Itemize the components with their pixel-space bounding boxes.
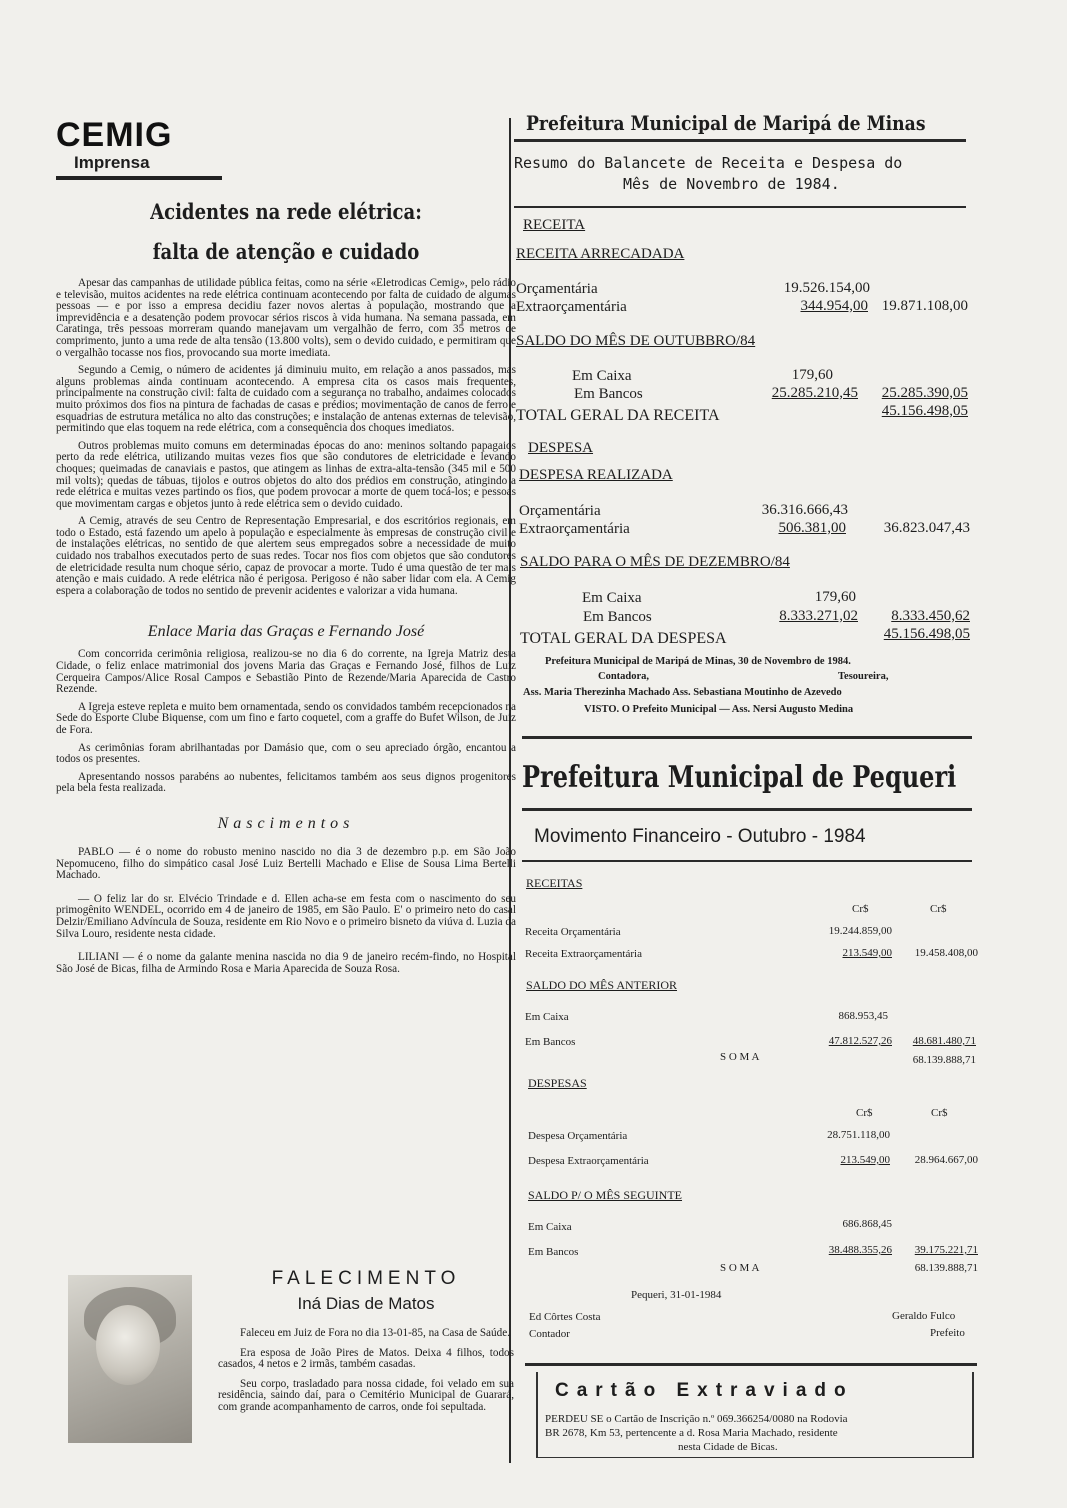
desp-extra-total: 28.964.667,00: [914, 1154, 978, 1166]
bancos-total: 48.681.480,71: [912, 1035, 976, 1047]
receita-arrecadada-label: RECEITA ARRECADADA: [516, 246, 685, 262]
enlace-paragraph: A Igreja esteve repleta e muito bem ornamentada, sendo os convidados também recepcionados na Sede do Esporte Clube Biquense, com um fino e farto coquetel, com a graffe do Bufet Wilson, de Juiz de Fora.: [56, 700, 516, 736]
cemig-paragraph: A Cemig, através de seu Centro de Representação Empresarial, e dos escritórios regionais, em todo o Estado, está fazendo um apelo à população e especialmente às empresas de construção civil e de instalações elétricas, no sentido de que alertem seus empregados sobre a necessidade de muito cuidado nos trabalhos executados perto de suas redes. Tocar nos fios com objetos que são condutores de eletricidade resulta num choque sério, capaz de provocar a morte. Tudo é uma questão de ter mais atenção e mais cuidado. A rede elétrica não é perigosa. Perigoso é não saber lidar com ela. A Cemig espera a colaboração de todos no sentido de prevenir acidentes e valorizar a vida humana.: [56, 515, 516, 597]
photo-face: [96, 1305, 160, 1385]
total-receita-label: TOTAL GERAL DA RECEITA: [516, 407, 720, 424]
falecimento-paragraph: Era esposa de João Pires de Matos. Deixa 4 filhos, todos casados, 4 netos e 2 irmãs, também casadas.: [218, 1346, 514, 1371]
maripa-subtitle-2: Mês de Novembro de 1984.: [623, 175, 840, 193]
d-extra-label: Extraorçamentária: [519, 521, 630, 537]
orcamentaria-label: Orçamentária: [516, 281, 598, 297]
contador-name: Ed Côrtes Costa: [529, 1311, 601, 1323]
desp-orc-label: Despesa Orçamentária: [528, 1130, 628, 1142]
receitas-label: RECEITAS: [526, 876, 583, 890]
desp-extra-label: Despesa Extraorçamentária: [528, 1155, 649, 1167]
desp-orc-value: 28.751.118,00: [827, 1129, 890, 1141]
falecimento-paragraph: Faleceu em Juiz de Fora no dia 13-01-85, na Casa de Saúde.: [240, 1327, 510, 1339]
maripa-footer-1: Prefeitura Municipal de Maripá de Minas, 30 de Novembro de 1984.: [545, 656, 851, 667]
prefeito-name: Geraldo Fulco: [892, 1310, 956, 1322]
cartao-text: nesta Cidade de Bicas.: [678, 1441, 778, 1453]
soma-value: 68.139.888,71: [912, 1054, 976, 1066]
nascimento-paragraph: LILIANI — é o nome da galante menina nascida no dia 9 de janeiro recém-findo, no Hospital São José de Bicas, filha de Armindo Rosa e Maria Aparecida de Souza Rosa.: [56, 951, 516, 975]
cemig-paragraph: Segundo a Cemig, o número de acidentes já diminuiu muito, em relação a anos passados, mas alguns problemas ainda continuam acontecendo. A empresa cita os casos mais frequentes, principalmente na construção civil: falta de cuidado com a segurança no trabalho, andaimes colocados muito próximos dos fios na pintura de fachadas de casas e prédios; movimentação de canos de ferro e esquadrias de estrutura metálica no alto das construções; e instalação de antenas externas de televisão, permitindo que elas toquem na rede elétrica, com a consequência dos choques imediatos.: [56, 364, 516, 435]
enlace-paragraph: Com concorrida cerimônia religiosa, realizou-se no dia 6 do corrente, na Igreja Matriz desta Cidade, o feliz enlace matrimonial dos jovens Maria das Graças e Fernando José, filhos de Luiz Cerqueira Campos/Alice Rosal Campos e Sebastião Pinto de Rezende/Maria Aparecida de Castro Rezende.: [56, 648, 516, 696]
d-orcamentaria-value: 36.316.666,43: [761, 502, 848, 518]
pequeri-header-rule: [522, 808, 972, 811]
rec-orc-label: Receita Orçamentária: [525, 926, 621, 938]
maripa-footer-signatures: Ass. Maria Therezinha Machado Ass. Sebastiana Moutinho de Azevedo: [523, 687, 842, 698]
prefeito-role: Prefeito: [930, 1327, 965, 1339]
em-caixa-label: Em Caixa: [572, 368, 632, 384]
enlace-title: Enlace Maria das Graças e Fernando José: [147, 623, 425, 641]
headline-line-1: Acidentes na rede elétrica:: [150, 199, 422, 224]
em-caixa-value: 179,60: [791, 367, 833, 383]
nascimento-paragraph: PABLO — é o nome do robusto menino nascido no dia 3 de dezembro p.p. em São João Nepomuceno, filho do simpático casal José Luiz Bertelli Machado e Elise de Sousa Lima Bertelli Machado.: [56, 845, 516, 882]
cemig-article: [56, 278, 516, 597]
cemig-logo-sub: Imprensa: [74, 153, 150, 172]
extra-label: Extraorçamentária: [516, 299, 627, 315]
soma2-value: 68.139.888,71: [914, 1262, 978, 1274]
maripa-footer-tesoureira: Tesoureira,: [838, 671, 889, 682]
saldo-seguinte-label: SALDO P/ O MÊS SEGUINTE: [528, 1188, 683, 1202]
extra-value: 344.954,00: [800, 298, 868, 314]
saldo-dezembro-label: SALDO PARA O MÊS DE DEZEMBRO/84: [520, 554, 790, 570]
em-bancos-value: 25.285.210,45: [771, 385, 858, 401]
d-em-bancos-total: 8.333.450,62: [891, 608, 970, 624]
nascimento-paragraph: — O feliz lar do sr. Elvécio Trindade e d. Ellen acha-se em festa com o nascimento do seu primogênito WENDEL, ocorrido em 4 de janeiro de 1985, em São Paulo. E' o primeiro neto do casal Delzir/Emiliano Advíncula de Souza, residente em Rio Novo e o primeiro bisneto da viúva d. Luzia da Silva Louro, residente nesta cidade.: [56, 892, 516, 940]
total-despesa-label: TOTAL GERAL DA DESPESA: [520, 630, 727, 647]
falecimento-name: Iná Dias de Matos: [297, 1294, 435, 1313]
total-receita-value: 45.156.498,05: [881, 403, 968, 419]
saldo-outubro-label: SALDO DO MÊS DE OUTUBBRO/84: [516, 333, 756, 349]
left-column: [56, 118, 516, 975]
falecimento-paragraph: Seu corpo, trasladado para nossa cidade, foi velado em sua residência, saindo daí, para o Cemitério Municipal de Guarará, com grande acompanhamento de carros, onde foi sepultada.: [218, 1377, 514, 1413]
cartao-title: Cartão Extraviado: [555, 1380, 854, 1401]
caixa-value: 868.953,45: [838, 1010, 888, 1022]
rec-extra-total: 19.458.408,00: [914, 947, 978, 959]
despesa-label: DESPESA: [528, 440, 594, 456]
maripa-footer-visto: VISTO. O Prefeito Municipal — Ass. Nersi Augusto Medina: [584, 704, 854, 715]
d-em-caixa-label: Em Caixa: [582, 590, 642, 606]
currency-label: Cr$: [856, 1107, 873, 1119]
caixa2-label: Em Caixa: [528, 1221, 572, 1233]
currency-label: Cr$: [931, 1107, 948, 1119]
d-em-bancos-value: 8.333.271,02: [779, 608, 858, 624]
bancos2-label: Em Bancos: [528, 1246, 579, 1258]
rec-extra-label: Receita Extraorçamentária: [525, 948, 642, 960]
caixa-label: Em Caixa: [525, 1011, 569, 1023]
pequeri-movimento: Movimento Financeiro - Outubro - 1984: [534, 826, 866, 847]
d-em-caixa-value: 179,60: [814, 589, 856, 605]
maripa-footer-contadora: Contadora,: [598, 671, 650, 682]
headline-line-2: falta de atenção e cuidado: [152, 239, 420, 264]
currency-label: Cr$: [852, 903, 869, 915]
pequeri-date: Pequeri, 31-01-1984: [631, 1289, 722, 1301]
rec-extra-value: 213.549,00: [842, 947, 892, 959]
d-extra-value: 506.381,00: [778, 520, 846, 536]
bancos2-total: 39.175.221,71: [914, 1244, 978, 1256]
saldo-anterior-label: SALDO DO MÊS ANTERIOR: [526, 978, 678, 992]
cemig-logo: CEMIG: [56, 116, 173, 154]
maripa-header: Prefeitura Municipal de Maripá de Minas: [526, 111, 926, 135]
section-rule: [525, 1363, 977, 1366]
despesa-realizada-label: DESPESA REALIZADA: [519, 467, 673, 483]
enlace-paragraph: As cerimônias foram abrilhantadas por Damásio que, com o seu apreciado órgão, encantou a todos os presentes.: [56, 741, 516, 766]
maripa-header-rule: [514, 139, 966, 142]
pequeri-header: Prefeitura Municipal de Pequeri: [522, 760, 957, 795]
cartao-text: BR 2678, Km 53, pertencente a d. Rosa Maria Machado, residente: [545, 1427, 838, 1439]
receita-label: RECEITA: [523, 217, 586, 233]
cartao-text: PERDEU SE o Cartão de Inscrição n.º 069.366254/0080 na Rodovia: [545, 1413, 848, 1425]
cemig-paragraph: Apesar das campanhas de utilidade pública feitas, como na série «Eletrodicas Cemig», pelo rádio e televisão, muitos acidentes na rede elétrica continuam acontecendo por falta de cuidado de algumas pessoas — e por isso a empresa decidiu fazer novos alertas à população, mostrando que a imprevidência e a desatenção podem provocar sérios riscos à vida humana. Na semana passada, em Caratinga, três pessoas morreram quando manejavam um vergalhão de ferro, com 35 metros de comprimento, junto a uma rede de alta tensão (13.800 volts), sem o devido cuidado, e permitiram que o vergalhão tocasse nos fios, provocando sua morte imediata.: [56, 277, 516, 359]
extra-total: 19.871.108,00: [881, 298, 968, 314]
falecimento-title: FALECIMENTO: [271, 1268, 461, 1289]
em-bancos-label: Em Bancos: [574, 386, 643, 402]
contador-role: Contador: [529, 1328, 570, 1340]
soma-label: S O M A: [720, 1051, 760, 1063]
bancos-value: 47.812.527,26: [828, 1035, 892, 1047]
section-rule: [522, 736, 972, 739]
bancos-label: Em Bancos: [525, 1036, 576, 1048]
bancos2-value: 38.488.355,26: [828, 1244, 892, 1256]
orcamentaria-value: 19.526.154,00: [783, 280, 870, 296]
deceased-photo: [68, 1275, 192, 1443]
rule: [522, 860, 972, 862]
caixa2-value: 686.868,45: [842, 1218, 892, 1230]
falecimento-block: [218, 1268, 514, 1414]
nascimentos-title: Nascimentos: [217, 814, 355, 832]
em-bancos-total: 25.285.390,05: [881, 385, 968, 401]
rec-orc-value: 19.244.859,00: [828, 925, 892, 937]
maripa-subtitle-1: Resumo do Balancete de Receita e Despesa do: [514, 154, 903, 172]
d-extra-total: 36.823.047,43: [883, 520, 970, 536]
total-despesa-value: 45.156.498,05: [883, 626, 970, 642]
d-orcamentaria-label: Orçamentária: [519, 503, 601, 519]
enlace-paragraph: Apresentando nossos parabéns ao nubentes, felicitamos também aos seus dignos progenitores pela bela festa realizada.: [56, 770, 516, 795]
soma2-label: S O M A: [720, 1262, 760, 1274]
despesas-label: DESPESAS: [528, 1076, 587, 1090]
currency-label: Cr$: [930, 903, 947, 915]
cemig-paragraph: Outros problemas muito comuns em determinadas épocas do ano: meninos soltando papagaios perto da rede elétrica, utilizando muitas vezes fios que são condutores de eletricidade e levando choques; queimadas de canaviais e pastos, que atingem as linhas de extra-alta-tensão (345 mil e 500 mil volts); quedas de tábuas, tijolos e outros objetos do alto dos prédios em construção, atingindo a rede elétrica e muitas vezes partindo os fios, que podem provocar a morte de quem tocá-los; e pessoas que movimentam cargas e objetos junto à rede elétrica sem o devido cuidado.: [56, 439, 516, 510]
desp-extra-value: 213.549,00: [840, 1154, 890, 1166]
d-em-bancos-label: Em Bancos: [583, 609, 652, 625]
rule: [514, 206, 966, 208]
